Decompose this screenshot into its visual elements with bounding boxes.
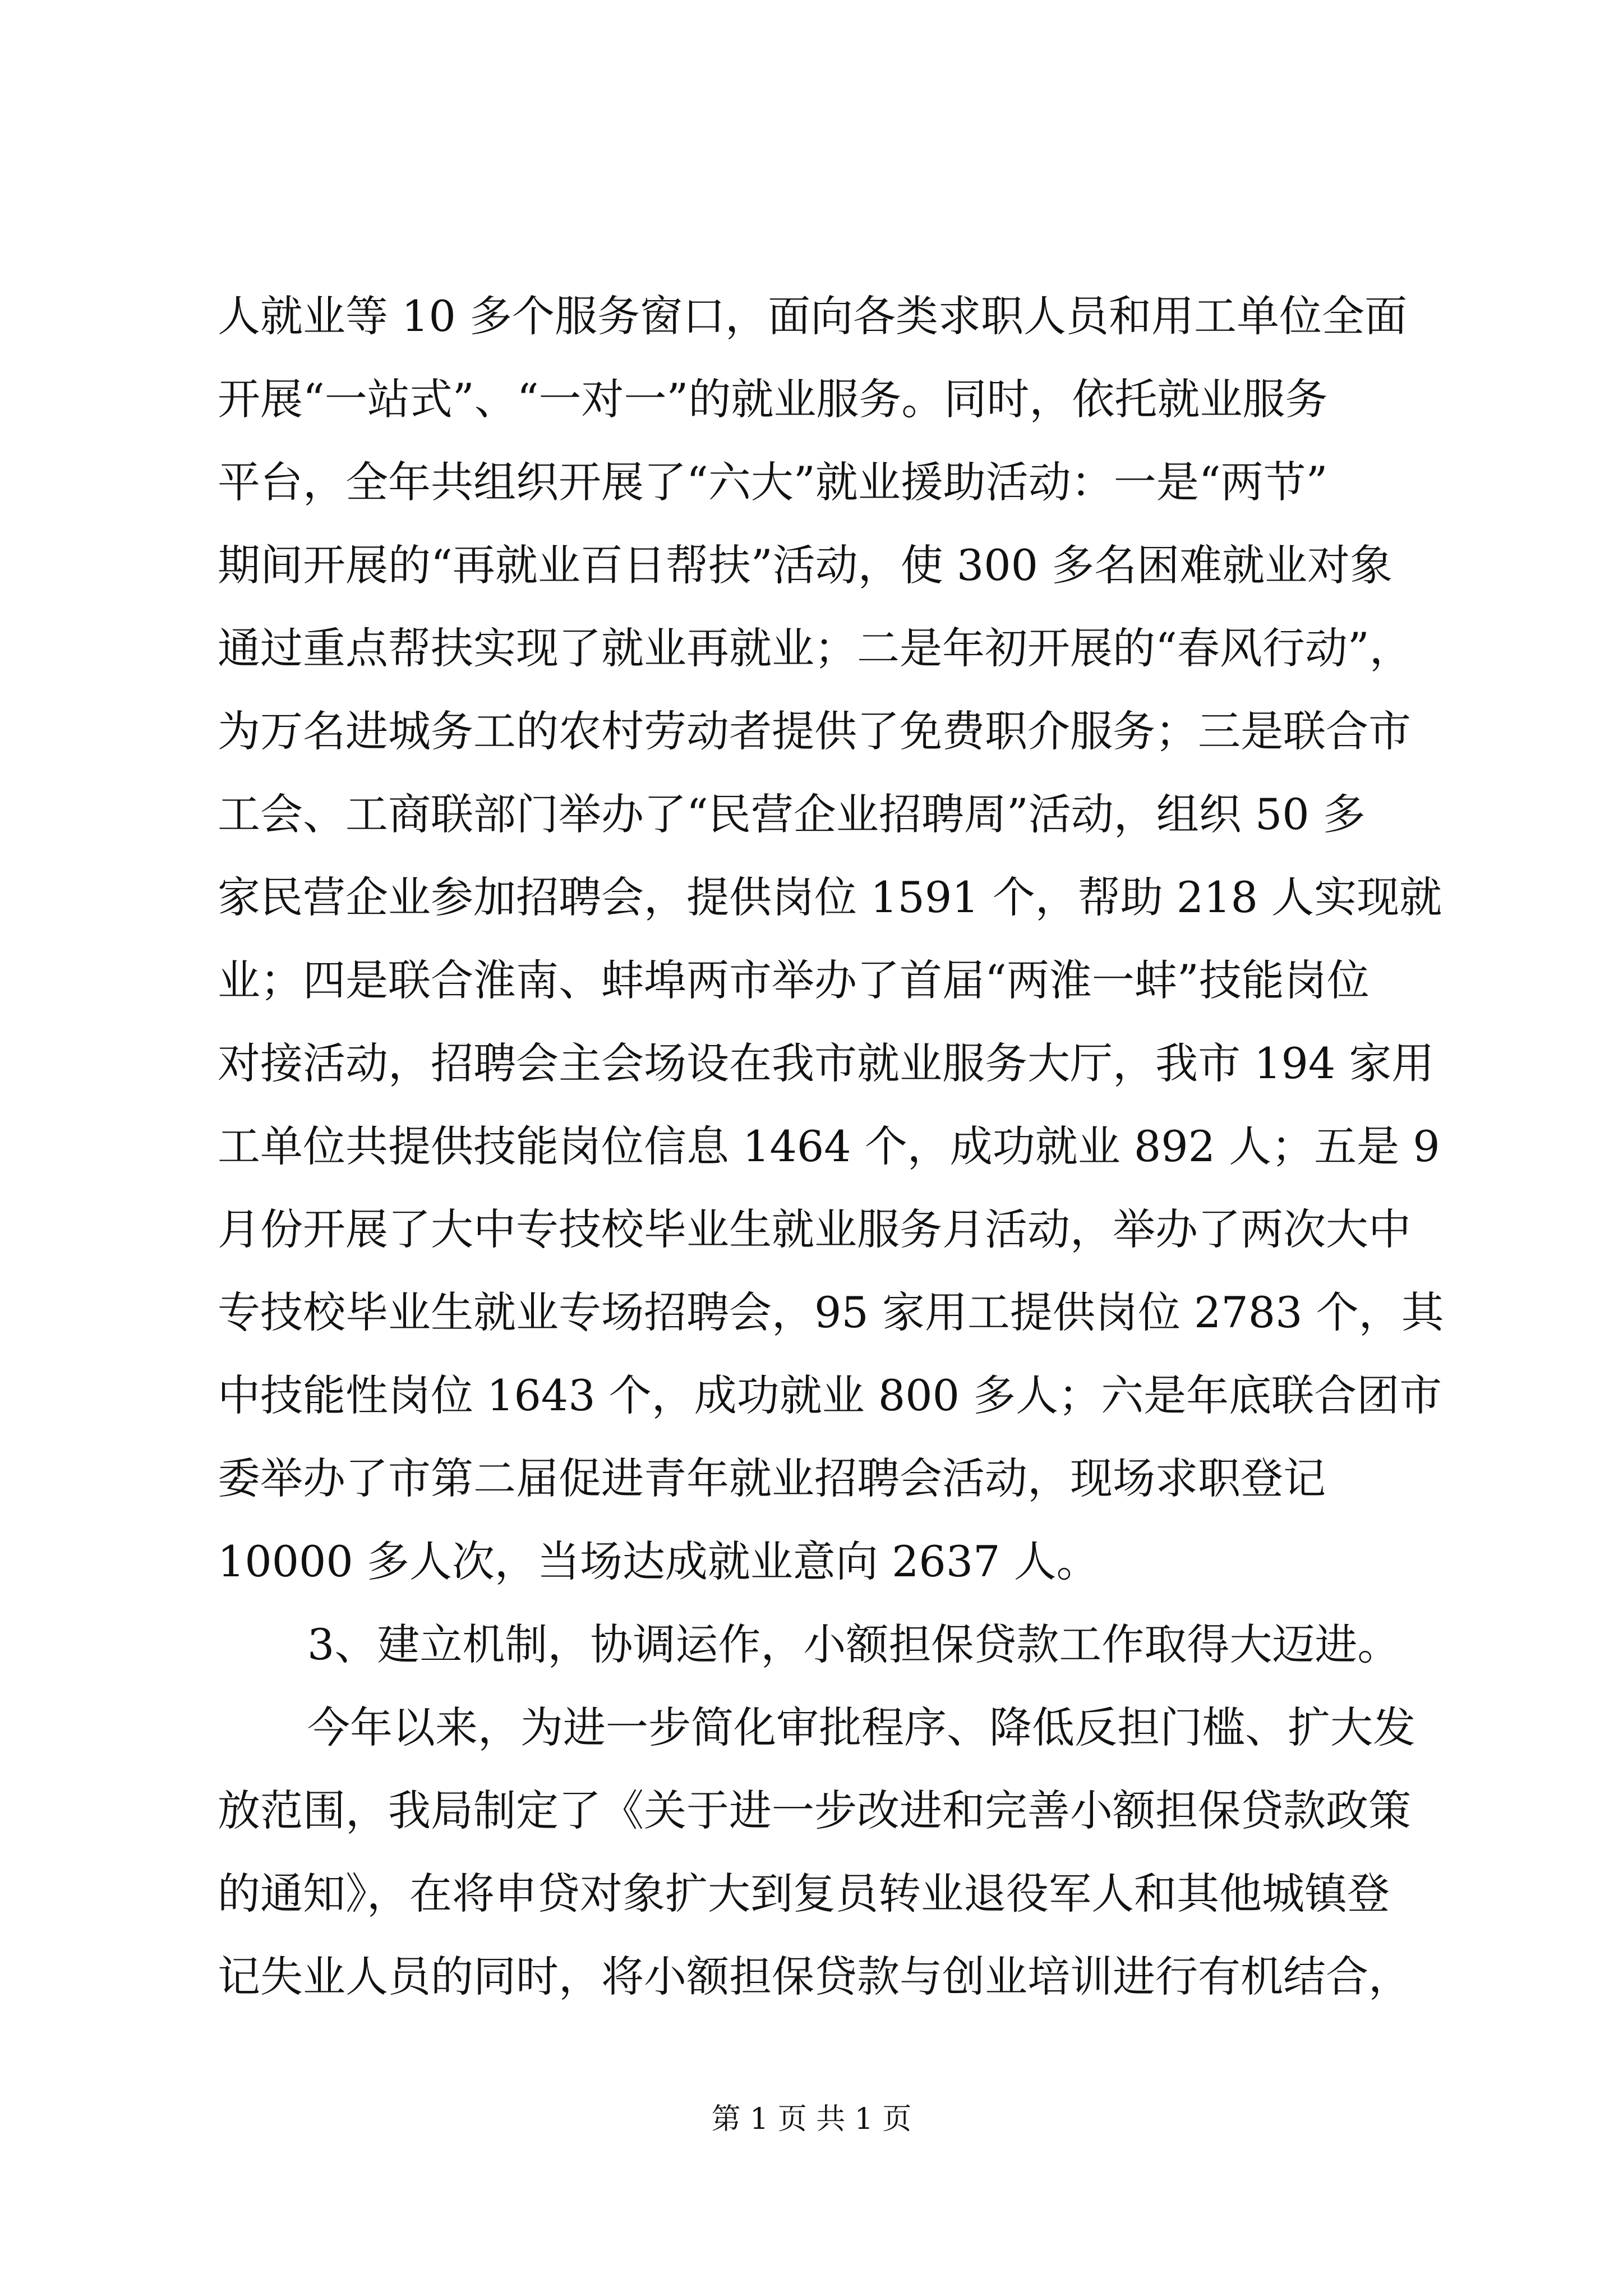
text-line: 人就业等 10 多个服务窗口，面向各类求职人员和用工单位全面 — [218, 291, 1408, 341]
text-line: 平台，全年共组织开展了“六大”就业援助活动：一是“两节” — [218, 457, 1328, 507]
document-body — [218, 275, 1444, 2018]
section-heading: 3、建立机制，协调运作，小额担保贷款工作取得大迈进。 — [307, 1619, 1400, 1669]
text-line: 期间开展的“再就业百日帮扶”活动，使 300 多名困难就业对象 — [218, 540, 1393, 590]
text-line: 10000 多人次，当场达成就业意向 2637 人。 — [218, 1536, 1099, 1586]
text-line: 为万名进城务工的农村劳动者提供了免费职介服务；三是联合市 — [218, 706, 1411, 756]
paragraph-first-line: 今年以来，为进一步简化审批程序、降低反担门槛、扩大发 — [307, 1703, 1415, 1752]
text-line: 记失业人员的同时，将小额担保贷款与创业培训进行有机结合， — [218, 1952, 1411, 2001]
text-line: 家民营企业参加招聘会，提供岗位 1591 个，帮助 218 人实现就 — [218, 872, 1442, 922]
text-line: 月份开展了大中专技校毕业生就业服务月活动，举办了两次大中 — [218, 1204, 1411, 1254]
text-line: 中技能性岗位 1643 个，成功就业 800 多人；六是年底联合团市 — [218, 1370, 1442, 1420]
text-line: 开展“一站式”、“一对一”的就业服务。同时，依托就业服务 — [218, 374, 1328, 424]
text-line: 工会、工商联部门举办了“民营企业招聘周”活动，组织 50 多 — [218, 789, 1366, 839]
text-line: 对接活动，招聘会主会场设在我市就业服务大厅，我市 194 家用 — [218, 1038, 1435, 1088]
text-line: 工单位共提供技能岗位信息 1464 个，成功就业 892 人；五是 9 — [218, 1121, 1440, 1171]
text-line: 专技校毕业生就业专场招聘会，95 家用工提供岗位 2783 个，其 — [218, 1287, 1444, 1337]
text-line: 业；四是联合淮南、蚌埠两市举办了首届“两淮一蚌”技能岗位 — [218, 955, 1370, 1005]
text-line: 的通知》，在将申贷对象扩大到复员转业退役军人和其他城镇登 — [218, 1869, 1390, 1918]
page-footer: 第 1 页 共 1 页 — [711, 2102, 912, 2136]
text-line: 委举办了市第二届促进青年就业招聘会活动，现场求职登记 — [218, 1453, 1326, 1503]
text-line: 放范围，我局制定了《关于进一步改进和完善小额担保贷款政策 — [218, 1786, 1411, 1835]
text-line: 通过重点帮扶实现了就业再就业；二是年初开展的“春风行动”， — [218, 623, 1412, 673]
